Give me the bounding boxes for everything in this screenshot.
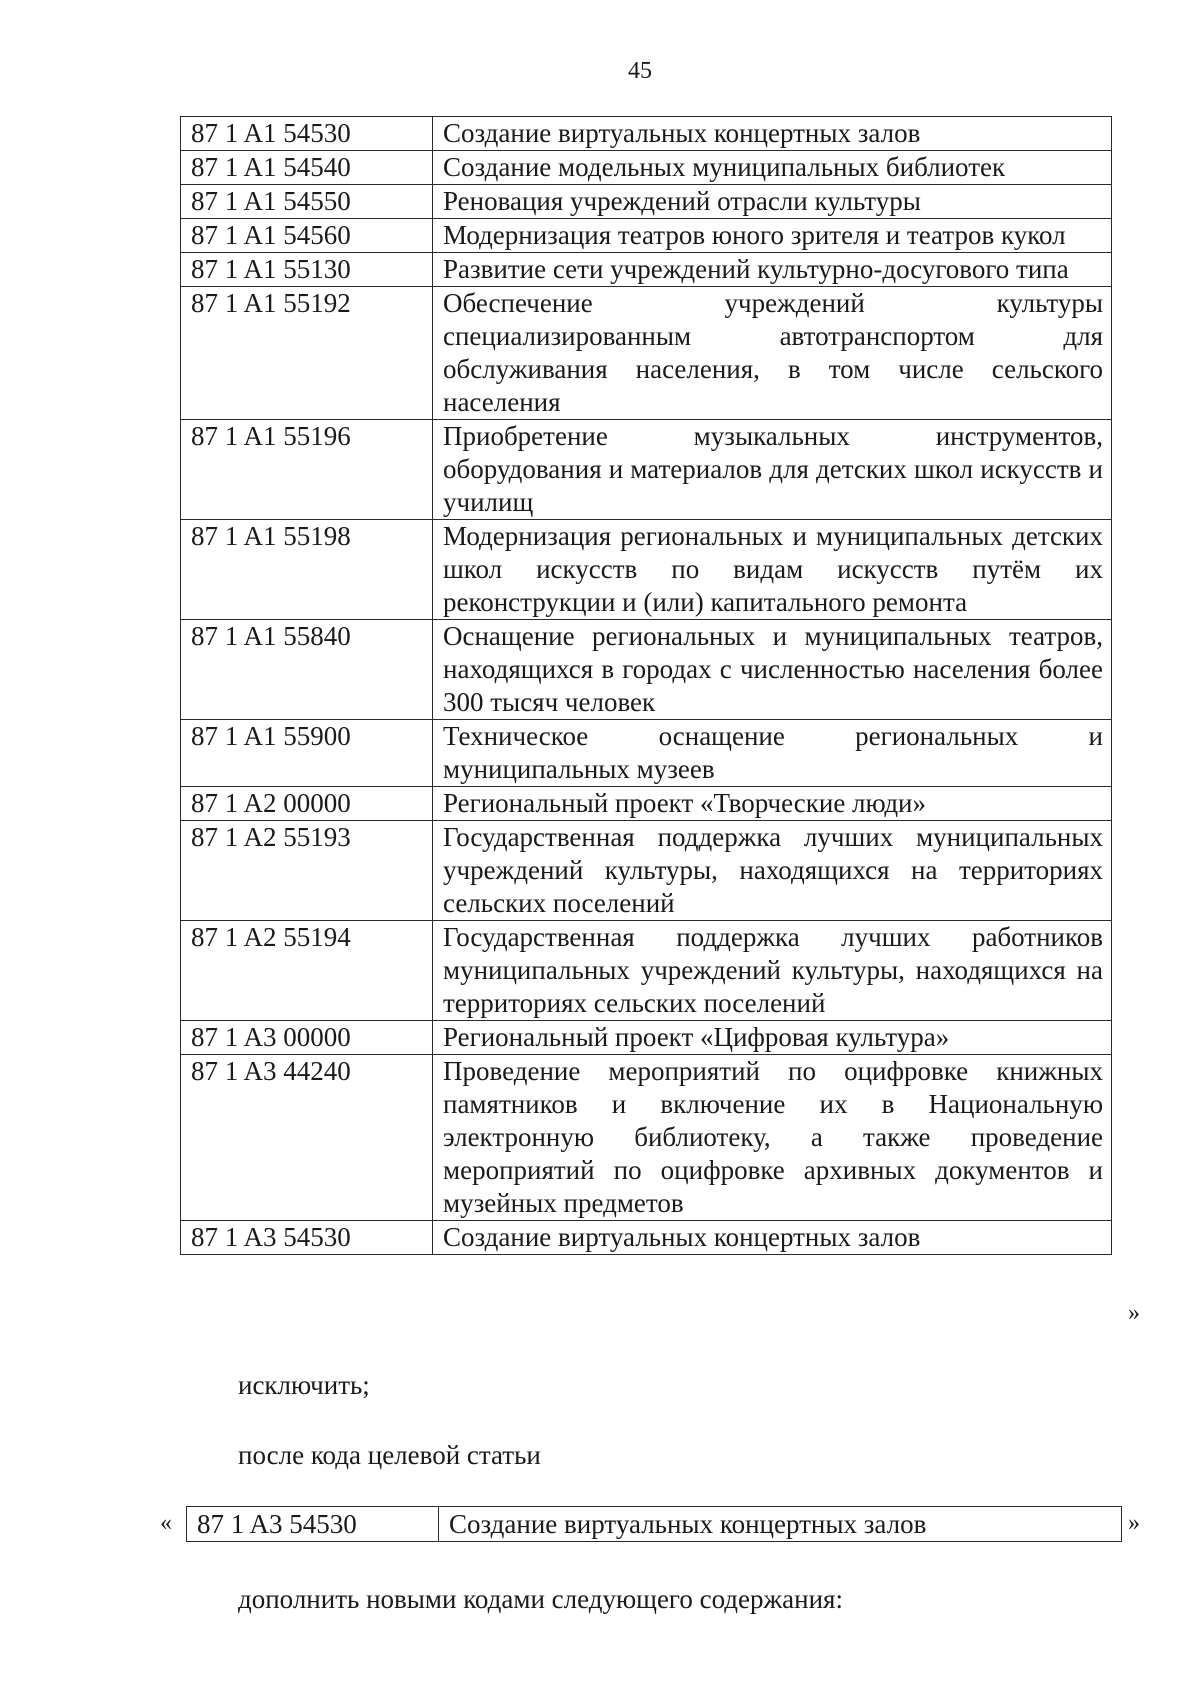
code-cell: 87 1 A1 54540: [181, 151, 433, 185]
closing-quote: »: [1128, 1510, 1140, 1536]
code-cell: 87 1 A1 55192: [181, 287, 433, 420]
table-row: [181, 151, 1112, 185]
description-cell: Создание виртуальных концертных залов: [433, 117, 1112, 151]
description-cell: Обеспечение учреждений культуры специализированным автотранспортом для обслуживания населения, в том числе сельского населения: [433, 287, 1112, 420]
table-row: [181, 1221, 1112, 1255]
code-cell: 87 1 A3 54530: [181, 1221, 433, 1255]
code-cell: 87 1 A3 00000: [181, 1021, 433, 1055]
description-cell: Региональный проект «Цифровая культура»: [433, 1021, 1112, 1055]
table-row: [181, 821, 1112, 921]
paragraph-supplement: дополнить новыми кодами следующего содержания:: [238, 1584, 843, 1614]
description-cell: Создание модельных муниципальных библиотек: [433, 151, 1112, 185]
code-cell: 87 1 A1 55198: [181, 520, 433, 620]
paragraph-exclude: исключить;: [238, 1370, 370, 1400]
description-cell: Создание виртуальных концертных залов: [433, 1221, 1112, 1255]
code-cell: 87 1 A2 55193: [181, 821, 433, 921]
table-row: [181, 620, 1112, 720]
description-cell: Реновация учреждений отрасли культуры: [433, 185, 1112, 219]
table-row: [181, 921, 1112, 1021]
table-row: [181, 219, 1112, 253]
paragraph-after-code: после кода целевой статьи: [238, 1440, 541, 1470]
code-cell: 87 1 A3 54530: [187, 1507, 439, 1542]
quoted-code-row: [160, 1506, 1160, 1546]
code-cell: 87 1 A1 55840: [181, 620, 433, 720]
code-cell: 87 1 A3 44240: [181, 1055, 433, 1221]
description-cell: Модернизация театров юного зрителя и театров кукол: [433, 219, 1112, 253]
page-number: 45: [628, 58, 652, 84]
code-cell: 87 1 A1 55900: [181, 720, 433, 787]
description-cell: Проведение мероприятий по оцифровке книжных памятников и включение их в Национальную электронную библиотеку, а также проведение мероприятий по оцифровке архивных документов и музейных предметов: [433, 1055, 1112, 1221]
table-row: [187, 1507, 1122, 1542]
code-cell: 87 1 A2 00000: [181, 787, 433, 821]
quoted-code-table: [186, 1506, 1122, 1542]
table-row: [181, 520, 1112, 620]
table-row: [181, 253, 1112, 287]
table-row: [181, 720, 1112, 787]
code-cell: 87 1 A1 54550: [181, 185, 433, 219]
table-row: [181, 1021, 1112, 1055]
table-row: [181, 287, 1112, 420]
table-row: [181, 420, 1112, 520]
table-row: [181, 787, 1112, 821]
description-cell: Оснащение региональных и муниципальных театров, находящихся в городах с численностью населения более 300 тысяч человек: [433, 620, 1112, 720]
table-row: [181, 185, 1112, 219]
budget-codes-table: [180, 116, 1112, 1255]
opening-quote: «: [160, 1510, 172, 1536]
description-cell: Техническое оснащение региональных и муниципальных музеев: [433, 720, 1112, 787]
code-cell: 87 1 A2 55194: [181, 921, 433, 1021]
code-cell: 87 1 A1 55130: [181, 253, 433, 287]
description-cell: Региональный проект «Творческие люди»: [433, 787, 1112, 821]
description-cell: Развитие сети учреждений культурно-досугового типа: [433, 253, 1112, 287]
description-cell: Государственная поддержка лучших муниципальных учреждений культуры, находящихся на территориях сельских поселений: [433, 821, 1112, 921]
table-row: [181, 1055, 1112, 1221]
description-cell: Приобретение музыкальных инструментов, оборудования и материалов для детских школ искусств и училищ: [433, 420, 1112, 520]
table-row: [181, 117, 1112, 151]
code-cell: 87 1 A1 54560: [181, 219, 433, 253]
code-cell: 87 1 A1 55196: [181, 420, 433, 520]
code-cell: 87 1 A1 54530: [181, 117, 433, 151]
table-closing-quote: »: [1128, 1300, 1140, 1326]
description-cell: Модернизация региональных и муниципальных детских школ искусств по видам искусств путём их реконструкции и (или) капитального ремонта: [433, 520, 1112, 620]
description-cell: Государственная поддержка лучших работников муниципальных учреждений культуры, находящихся на территориях сельских поселений: [433, 921, 1112, 1021]
description-cell: Создание виртуальных концертных залов: [439, 1507, 1122, 1542]
